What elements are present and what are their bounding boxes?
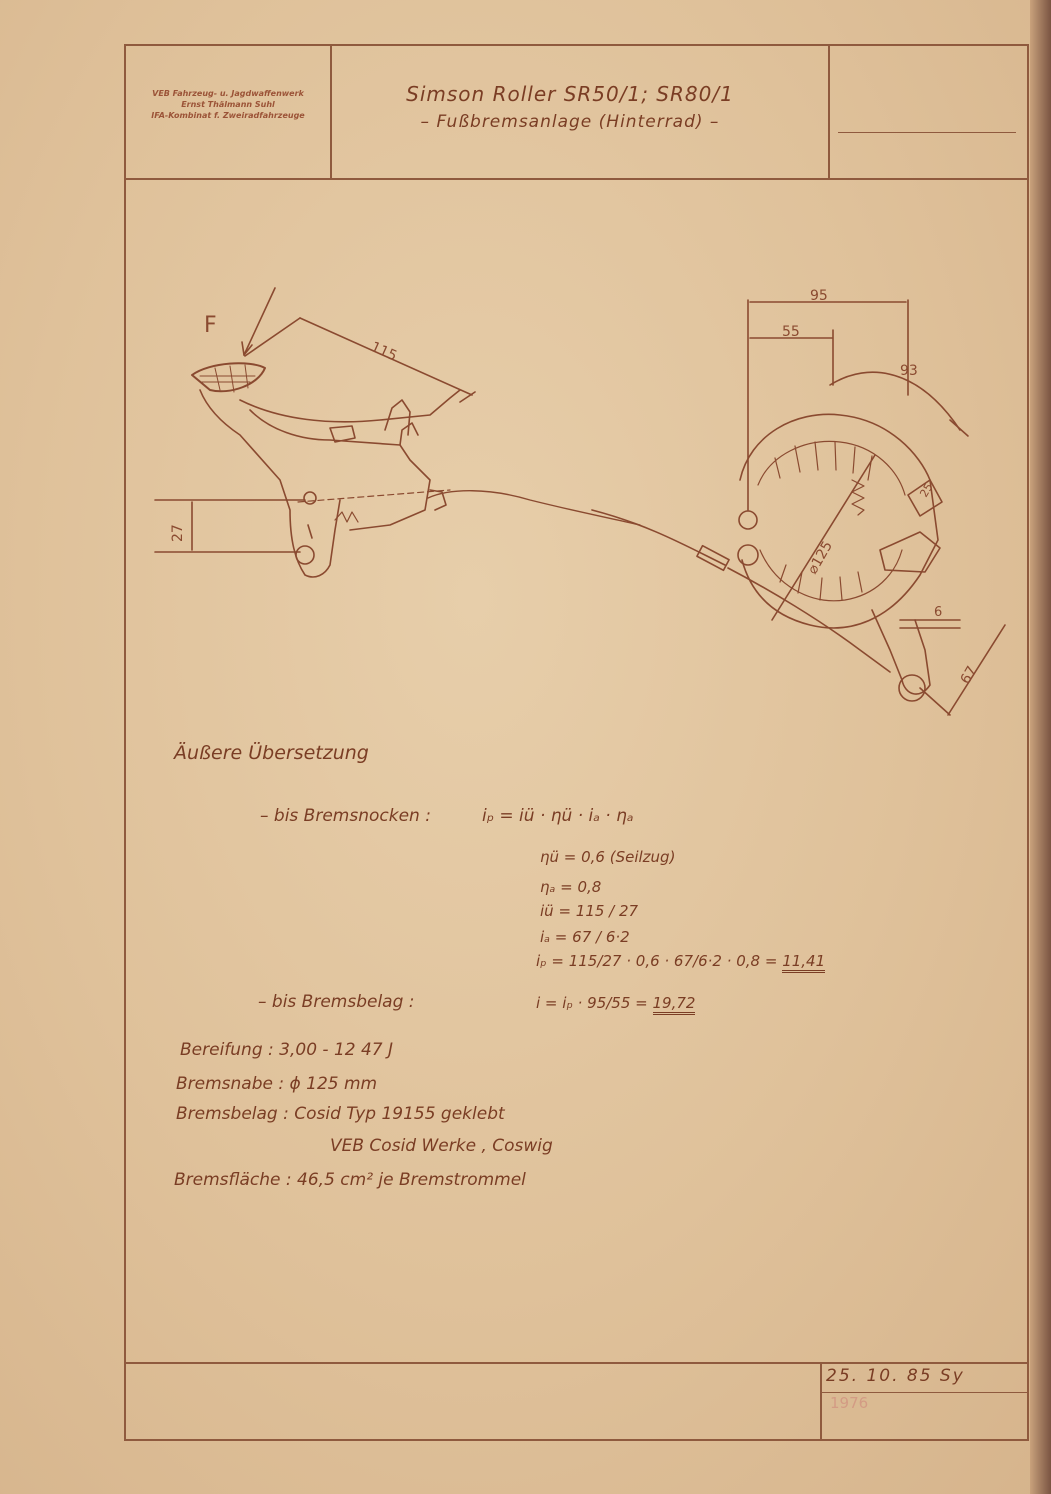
company-line: Ernst Thälmann Suhl bbox=[181, 100, 275, 109]
page-title: Simson Roller SR50/1; SR80/1 bbox=[406, 82, 734, 106]
dimension-line bbox=[900, 620, 960, 628]
calc-i-text: i = iₚ · 95/55 = bbox=[536, 994, 648, 1012]
footer-divider bbox=[820, 1362, 822, 1441]
company-line: VEB Fahrzeug- u. Jagdwaffenwerk bbox=[152, 89, 304, 98]
calc-value: ηₐ = 0,8 bbox=[540, 878, 602, 896]
company-stamp bbox=[128, 88, 328, 121]
spec-line: VEB Cosid Werke , Coswig bbox=[330, 1136, 553, 1156]
dimension-67: 67 bbox=[957, 663, 981, 687]
dimension-55: 55 bbox=[782, 324, 800, 340]
calc-value: iü = 115 / 27 bbox=[540, 902, 639, 920]
calc-formula: iₚ = iü · ηü · iₐ · ηₐ bbox=[482, 806, 634, 826]
sheet-edge bbox=[1030, 0, 1051, 1494]
spec-line: Bremsfläche : 46,5 cm² je Bremstrommel bbox=[174, 1170, 526, 1190]
faint-stamp: 1976 bbox=[830, 1394, 869, 1412]
calc-value: iₐ = 67 / 6·2 bbox=[540, 928, 630, 946]
brake-assembly-drawing bbox=[130, 180, 1010, 740]
calc-i bbox=[536, 994, 695, 1012]
calc-line-label: – bis Bremsbelag : bbox=[258, 992, 415, 1012]
spec-line: Bereifung : 3,00 - 12 47 J bbox=[180, 1040, 394, 1060]
calc-line-label: – bis Bremsnocken : bbox=[260, 806, 431, 826]
dimension-line bbox=[830, 372, 968, 436]
dimension-125: ⌀125 bbox=[804, 538, 837, 577]
force-label: F bbox=[204, 313, 217, 338]
calc-value: ηü = 0,6 (Seilzug) bbox=[540, 848, 676, 866]
dimension-line bbox=[245, 318, 475, 402]
force-arrow bbox=[242, 288, 275, 355]
page-subtitle: – Fußbremsanlage (Hinterrad) – bbox=[420, 112, 720, 132]
dimension-line bbox=[748, 300, 908, 510]
dimension-line bbox=[772, 455, 875, 620]
dimension-93: 93 bbox=[900, 363, 918, 379]
revision-date: 25. 10. 85 Sy bbox=[826, 1366, 965, 1386]
calc-ip-text: iₚ = 115/27 · 0,6 · 67/6·2 · 0,8 = bbox=[536, 952, 778, 970]
calc-result: 19,72 bbox=[653, 994, 696, 1015]
title-block-divider bbox=[828, 44, 830, 178]
footer-divider bbox=[124, 1362, 1029, 1364]
title-block-field bbox=[838, 132, 1016, 133]
brake-cable bbox=[592, 510, 890, 672]
footer-divider bbox=[820, 1392, 1029, 1393]
spec-line: Bremsbelag : Cosid Typ 19155 geklebt bbox=[176, 1104, 505, 1124]
dimension-115: 115 bbox=[368, 339, 400, 365]
section-heading: Äußere Übersetzung bbox=[174, 742, 369, 764]
brake-drum-assembly bbox=[738, 414, 943, 701]
calc-ip bbox=[536, 952, 825, 970]
brake-pedal bbox=[192, 363, 640, 577]
title-block-divider bbox=[330, 44, 332, 178]
dimension-6: 6 bbox=[934, 605, 943, 620]
spec-line: Bremsnabe : ϕ 125 mm bbox=[176, 1074, 378, 1094]
calc-result: 11,41 bbox=[782, 952, 825, 973]
dimension-27: 27 bbox=[170, 524, 186, 542]
dimension-95: 95 bbox=[810, 288, 828, 304]
dimension-25: 25 bbox=[917, 480, 936, 500]
company-line: IFA-Kombinat f. Zweiradfahrzeuge bbox=[151, 111, 305, 120]
